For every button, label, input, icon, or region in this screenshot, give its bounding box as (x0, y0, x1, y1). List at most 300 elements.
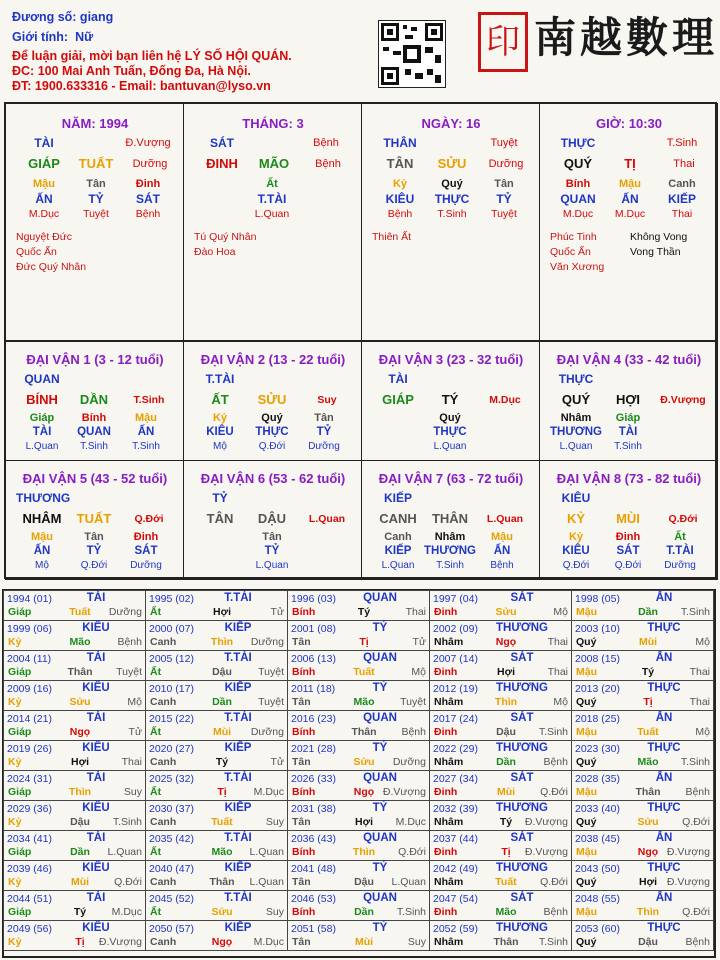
year-can: Canh (150, 936, 177, 948)
year-stage: Bệnh (685, 786, 710, 798)
year-label: 2041 (48) (291, 863, 336, 875)
dai-van-can: QUÝ (561, 392, 591, 407)
hidden-can: Tân (262, 531, 282, 543)
year-can: Mậu (576, 726, 597, 738)
year-can: Đinh (434, 846, 458, 858)
year-chi: Thân (209, 876, 235, 888)
year-label: 2042 (49) (433, 863, 478, 875)
year-can: Nhâm (434, 816, 464, 828)
year-chi: Hợi (213, 606, 231, 618)
year-chi: Tý (641, 666, 655, 678)
year-label: 2039 (46) (7, 863, 52, 875)
year-stage: Bệnh (685, 936, 710, 948)
hidden-star: TỶ (264, 545, 280, 557)
pillar-can: QUÝ (563, 156, 593, 171)
year-cell (429, 800, 572, 831)
year-cell (3, 680, 146, 711)
dai-van-title: ĐẠI VẬN 1 (3 - 12 tuổi) (26, 352, 164, 367)
year-label: 2014 (21) (7, 713, 52, 725)
year-cell (287, 770, 430, 801)
year-star: TÀI (86, 892, 106, 904)
hidden-stage: Mộ (35, 560, 49, 571)
shen-sha: Văn Xương (550, 261, 605, 273)
hidden-star: ẤN (493, 545, 511, 557)
year-chi: Hợi (497, 666, 515, 678)
hidden-stage: Bệnh (135, 208, 161, 220)
year-chi: Tị (359, 636, 369, 648)
year-label: 2037 (44) (433, 833, 478, 845)
year-star: KIẾP (224, 922, 252, 934)
year-can: Đinh (434, 726, 458, 738)
year-cell (571, 650, 714, 681)
year-cell (3, 830, 146, 861)
hidden-star: ẤN (621, 192, 639, 206)
year-cell (145, 860, 288, 891)
year-cell (145, 800, 288, 831)
year-label: 2011 (18) (291, 683, 336, 695)
year-label: 1996 (03) (291, 593, 336, 605)
year-star: QUAN (363, 832, 397, 844)
year-label: 2000 (07) (149, 623, 194, 635)
year-can: Canh (150, 876, 177, 888)
year-label: 2003 (10) (575, 623, 620, 635)
year-stage: T.Sinh (538, 726, 568, 738)
year-stage: Mộ (695, 636, 710, 648)
year-stage: T.Sinh (112, 816, 142, 828)
hidden-can: Quý (439, 412, 461, 424)
pillar-title: THÁNG: 3 (242, 116, 304, 131)
year-star: SÁT (510, 652, 534, 664)
year-cell (571, 890, 714, 921)
year-stage: Suy (265, 816, 284, 828)
year-cell (429, 770, 572, 801)
year-star: TÀI (86, 772, 106, 784)
year-star: TỶ (372, 922, 388, 934)
dai-van-cell (183, 460, 362, 580)
year-star: THƯƠNG (496, 802, 548, 814)
year-cell (429, 830, 572, 861)
year-can: Kỷ (8, 696, 22, 708)
hidden-star: THƯƠNG (550, 426, 602, 438)
dai-van-title: ĐẠI VẬN 6 (53 - 62 tuổi) (200, 471, 346, 486)
year-chi: Tuất (495, 876, 517, 888)
year-cell (429, 860, 572, 891)
year-can: Quý (576, 756, 597, 768)
hidden-can: Mậu (135, 412, 157, 424)
year-chi: Tý (215, 756, 229, 768)
hidden-can: Kỷ (212, 412, 228, 424)
year-cell (287, 800, 430, 831)
hidden-star: TỶ (496, 192, 512, 206)
year-can: Bính (292, 786, 316, 798)
hidden-stage: T.Sinh (437, 208, 467, 220)
dai-van-status: L.Quan (308, 513, 346, 525)
year-label: 2038 (45) (575, 833, 620, 845)
year-label: 2004 (11) (7, 653, 52, 665)
year-star: ẤN (655, 712, 673, 724)
year-star: KIÊU (82, 802, 110, 814)
red-seal-icon: 印 (478, 12, 528, 72)
hidden-star: SÁT (616, 545, 640, 557)
dai-van-can: CANH (379, 511, 417, 526)
year-stage: Tử (412, 636, 426, 648)
shen-sha: Quốc Ấn (16, 246, 57, 258)
hidden-stage: T.Sinh (132, 441, 160, 452)
year-star: TÀI (86, 712, 106, 724)
year-label: 2016 (23) (291, 713, 336, 725)
shen-sha: Nguyệt Đức (16, 231, 73, 243)
year-chi: Sửu (637, 816, 659, 828)
pillar-title: NGÀY: 16 (421, 116, 481, 131)
year-chi: Mùi (212, 726, 232, 738)
year-chi: Dần (638, 606, 658, 618)
year-can: Tân (292, 756, 311, 768)
year-stage: Tử (270, 606, 284, 618)
year-cell (287, 860, 430, 891)
year-cell (145, 710, 288, 741)
phone-email-line: ĐT: 1900.633316 - Email: bantuvan@lyso.vn (12, 79, 271, 93)
year-can: Giáp (8, 846, 32, 858)
year-chi: Thìn (210, 636, 234, 648)
year-star: SÁT (510, 712, 534, 724)
year-label: 2013 (20) (575, 683, 620, 695)
year-stage: Q.Đới (398, 846, 426, 858)
hidden-star: THƯƠNG (424, 545, 476, 557)
year-stage: M.Dục (395, 816, 426, 828)
year-label: 2026 (33) (291, 773, 336, 785)
hidden-star: QUAN (77, 426, 111, 438)
year-stage: Dưỡng (392, 756, 426, 768)
pillar-cell (539, 103, 718, 341)
year-cell (429, 740, 572, 771)
year-star: TỶ (372, 862, 388, 874)
year-star: TỶ (372, 622, 388, 634)
hidden-can: Tân (84, 531, 104, 543)
year-label: 2023 (30) (575, 743, 620, 755)
dai-van-title: ĐẠI VẬN 2 (13 - 22 tuổi) (200, 352, 346, 367)
hidden-stage: L.Quan (381, 560, 415, 571)
year-cell (287, 890, 430, 921)
year-cell (571, 740, 714, 771)
hidden-star: TÀI (32, 426, 52, 438)
duong-so: Đương số: giang (12, 10, 114, 24)
pillar-star: THỰC (560, 136, 596, 150)
year-chi: Mão (495, 906, 517, 918)
year-chi: Tý (499, 816, 513, 828)
year-can: Giáp (8, 606, 32, 618)
hidden-stage: Dưỡng (308, 441, 340, 452)
year-chi: Thìn (68, 786, 92, 798)
pillar-title: GIỜ: 10:30 (595, 116, 662, 131)
pillar-star: THÂN (383, 136, 417, 150)
year-star: SÁT (510, 892, 534, 904)
year-can: Bính (292, 846, 316, 858)
dai-van-chi: TUẤT (76, 511, 112, 526)
hidden-star: SÁT (134, 545, 158, 557)
year-stage: Thai (547, 666, 568, 678)
year-can: Mậu (576, 786, 597, 798)
year-cell (3, 740, 146, 771)
header (0, 0, 720, 100)
year-star: T.TÀI (224, 892, 252, 904)
hidden-star: T.TÀI (257, 192, 287, 206)
year-label: 2035 (42) (149, 833, 194, 845)
year-star: THỰC (647, 862, 681, 874)
hidden-can: Tân (86, 178, 106, 190)
year-stage: Suy (123, 786, 142, 798)
year-stage: Mộ (127, 696, 142, 708)
hidden-can: Đinh (615, 531, 641, 543)
year-star: ẤN (655, 592, 673, 604)
year-stage: M.Dục (253, 936, 284, 948)
year-stage: T.Sinh (538, 936, 568, 948)
dai-van-can: KỶ (566, 511, 586, 526)
year-star: TÀI (86, 832, 106, 844)
year-cell (287, 830, 430, 861)
year-can: Giáp (8, 726, 32, 738)
year-label: 2007 (14) (433, 653, 478, 665)
dai-van-can: BÍNH (26, 392, 58, 407)
year-label: 2044 (51) (7, 893, 52, 905)
year-chi: Dậu (496, 726, 516, 738)
year-can: Quý (576, 936, 597, 948)
pillar-cell (5, 103, 184, 341)
dai-van-chi: MÙI (616, 511, 640, 526)
year-cell (287, 710, 430, 741)
year-star: ẤN (655, 892, 673, 904)
year-cell (145, 830, 288, 861)
year-label: 2046 (53) (291, 893, 336, 905)
year-star: THƯƠNG (496, 622, 548, 634)
hidden-stage: Dưỡng (130, 560, 162, 571)
dai-van-cell (539, 341, 718, 461)
dai-van-cell (5, 460, 184, 580)
year-chi: Dần (354, 906, 374, 918)
qr-code-icon[interactable] (378, 20, 446, 88)
year-can: Bính (292, 726, 316, 738)
year-stage: Dưỡng (108, 606, 142, 618)
hidden-star: KIẾP (384, 545, 412, 557)
year-star: T.TÀI (224, 592, 252, 604)
dai-van-star: THƯƠNG (16, 491, 71, 505)
pillar-star: TÀI (34, 136, 54, 150)
hidden-star: TỶ (86, 545, 102, 557)
year-stage: T.Sinh (680, 756, 710, 768)
hidden-can: Mậu (33, 178, 55, 190)
hidden-stage: M.Dục (28, 208, 60, 220)
year-chi: Ngọ (495, 636, 517, 648)
year-cell (429, 620, 572, 651)
shen-sha: Vong Thần (630, 246, 681, 258)
hidden-star: SÁT (136, 192, 160, 206)
year-can: Nhâm (434, 936, 464, 948)
year-stage: M.Dục (253, 786, 284, 798)
pillar-star-status: Đ.Vượng (125, 137, 171, 149)
pillar-title: NĂM: 1994 (61, 116, 129, 131)
hidden-star: KIÊU (385, 192, 415, 206)
year-stage: Mộ (553, 696, 568, 708)
year-stage: Tuyệt (400, 696, 426, 708)
year-can: Mậu (576, 606, 597, 618)
dai-van-star: QUAN (24, 372, 60, 386)
year-chi: Thân (493, 936, 519, 948)
hidden-stage: M.Dục (562, 208, 594, 220)
dai-van-status: Suy (317, 394, 337, 406)
year-label: 2009 (16) (7, 683, 52, 695)
year-chi: Dậu (354, 876, 374, 888)
year-label: 1998 (05) (575, 593, 620, 605)
year-cell (3, 860, 146, 891)
year-stage: Q.Đới (540, 876, 568, 888)
year-can: Ất (150, 726, 162, 738)
year-cell (287, 740, 430, 771)
dai-van-cell (361, 460, 540, 580)
hidden-star: ẤN (137, 426, 155, 438)
dai-van-can: NHÂM (22, 511, 62, 526)
year-cell (287, 920, 430, 951)
pillar-status: Bệnh (315, 158, 341, 170)
hidden-can: Mậu (619, 178, 641, 190)
dai-van-chi: DẬU (257, 511, 287, 526)
hidden-stage: M.Dục (614, 208, 646, 220)
year-star: QUAN (363, 772, 397, 784)
year-chi: Tuất (353, 666, 375, 678)
year-star: KIÊU (82, 682, 110, 694)
year-label: 2048 (55) (575, 893, 620, 905)
year-stage: T.Sinh (680, 606, 710, 618)
year-label: 2030 (37) (149, 803, 194, 815)
year-chi: Tuất (211, 816, 233, 828)
year-chi: Ngọ (69, 726, 91, 738)
hidden-can: Kỷ (392, 178, 408, 190)
year-cell (3, 800, 146, 831)
year-can: Ất (150, 906, 162, 918)
year-label: 2029 (36) (7, 803, 52, 815)
year-stage: Q.Đới (540, 786, 568, 798)
hidden-stage: Q.Đới (562, 560, 590, 571)
dai-van-status: M.Dục (489, 394, 521, 406)
year-table (2, 589, 716, 958)
year-chi: Tuất (637, 726, 659, 738)
hidden-can: Bính (565, 178, 591, 190)
year-can: Bính (292, 606, 316, 618)
hidden-star: TỶ (316, 426, 332, 438)
year-stage: Dưỡng (250, 726, 284, 738)
year-stage: Thai (689, 666, 710, 678)
year-label: 2033 (40) (575, 803, 620, 815)
year-cell (571, 860, 714, 891)
year-chi: Thìn (494, 696, 518, 708)
year-star: SÁT (510, 832, 534, 844)
year-label: 2020 (27) (149, 743, 194, 755)
hidden-star: KIÊU (562, 545, 590, 557)
year-label: 2040 (47) (149, 863, 194, 875)
hidden-stage: Dưỡng (664, 560, 696, 571)
year-chi: Thìn (636, 906, 660, 918)
pillar-status: Thai (673, 158, 695, 170)
dai-van-cell (539, 460, 718, 580)
pillar-chi: TUẤT (78, 156, 114, 171)
pillar-status: Dưỡng (488, 158, 524, 170)
dai-van-title: ĐẠI VẬN 8 (73 - 82 tuổi) (556, 471, 702, 486)
dai-van-cell (5, 341, 184, 461)
year-chi: Mùi (496, 786, 516, 798)
year-cell (429, 590, 572, 621)
year-label: 2015 (22) (149, 713, 194, 725)
year-can: Đinh (434, 786, 458, 798)
year-label: 1999 (06) (7, 623, 52, 635)
logo-text: 南越數理 (534, 13, 719, 62)
pillar-can: ĐINH (206, 156, 238, 171)
year-can: Quý (576, 876, 597, 888)
year-stage: M.Dục (111, 906, 142, 918)
year-chi: Mão (69, 636, 91, 648)
year-chi: Tý (357, 606, 371, 618)
hidden-stage: L.Quan (433, 441, 467, 452)
hidden-can: Tân (494, 178, 514, 190)
year-stage: Thai (405, 606, 426, 618)
year-can: Nhâm (434, 696, 464, 708)
shen-sha: Phúc Tinh (550, 231, 597, 243)
hidden-can: Tân (314, 412, 334, 424)
year-can: Bính (292, 906, 316, 918)
year-label: 2032 (39) (433, 803, 478, 815)
dai-van-can: TÂN (206, 511, 234, 526)
year-cell (145, 680, 288, 711)
year-label: 2008 (15) (575, 653, 620, 665)
year-chi: Hợi (355, 816, 373, 828)
year-cell (145, 620, 288, 651)
hidden-can: Quý (441, 178, 463, 190)
year-label: 2036 (43) (291, 833, 336, 845)
hidden-stage: Bệnh (387, 208, 413, 220)
year-stage: Suy (265, 906, 284, 918)
year-chi: Ngọ (211, 936, 233, 948)
dai-van-star: T.TÀI (205, 372, 235, 386)
hidden-stage: L.Quan (255, 560, 289, 571)
year-label: 2022 (29) (433, 743, 478, 755)
dai-van-title: ĐẠI VẬN 7 (63 - 72 tuổi) (378, 471, 524, 486)
dai-van-star: TỶ (212, 491, 228, 505)
year-can: Ất (150, 786, 162, 798)
year-label: 2010 (17) (149, 683, 194, 695)
year-cell (429, 920, 572, 951)
shen-sha: Quốc Ấn (550, 246, 591, 258)
year-stage: Đ.Vượng (524, 816, 568, 828)
year-label: 2019 (26) (7, 743, 52, 755)
year-star: ẤN (655, 772, 673, 784)
year-chi: Thân (635, 786, 661, 798)
year-cell (571, 920, 714, 951)
year-stage: Suy (407, 936, 426, 948)
pillar-star-status: T.Sinh (666, 137, 698, 149)
hidden-can: Nhâm (434, 531, 466, 543)
year-star: KIẾP (224, 802, 252, 814)
hidden-stage: Tuyệt (491, 208, 517, 220)
year-cell (429, 650, 572, 681)
year-star: KIÊU (82, 622, 110, 634)
year-label: 1997 (04) (433, 593, 478, 605)
year-star: THỰC (647, 742, 681, 754)
year-chi: Dậu (70, 816, 90, 828)
year-cell (145, 590, 288, 621)
year-star: ẤN (655, 652, 673, 664)
year-can: Tân (292, 936, 311, 948)
year-stage: Dưỡng (250, 636, 284, 648)
year-stage: Bệnh (543, 906, 568, 918)
hidden-stage: Tuyệt (83, 208, 109, 220)
year-chi: Mão (353, 696, 375, 708)
